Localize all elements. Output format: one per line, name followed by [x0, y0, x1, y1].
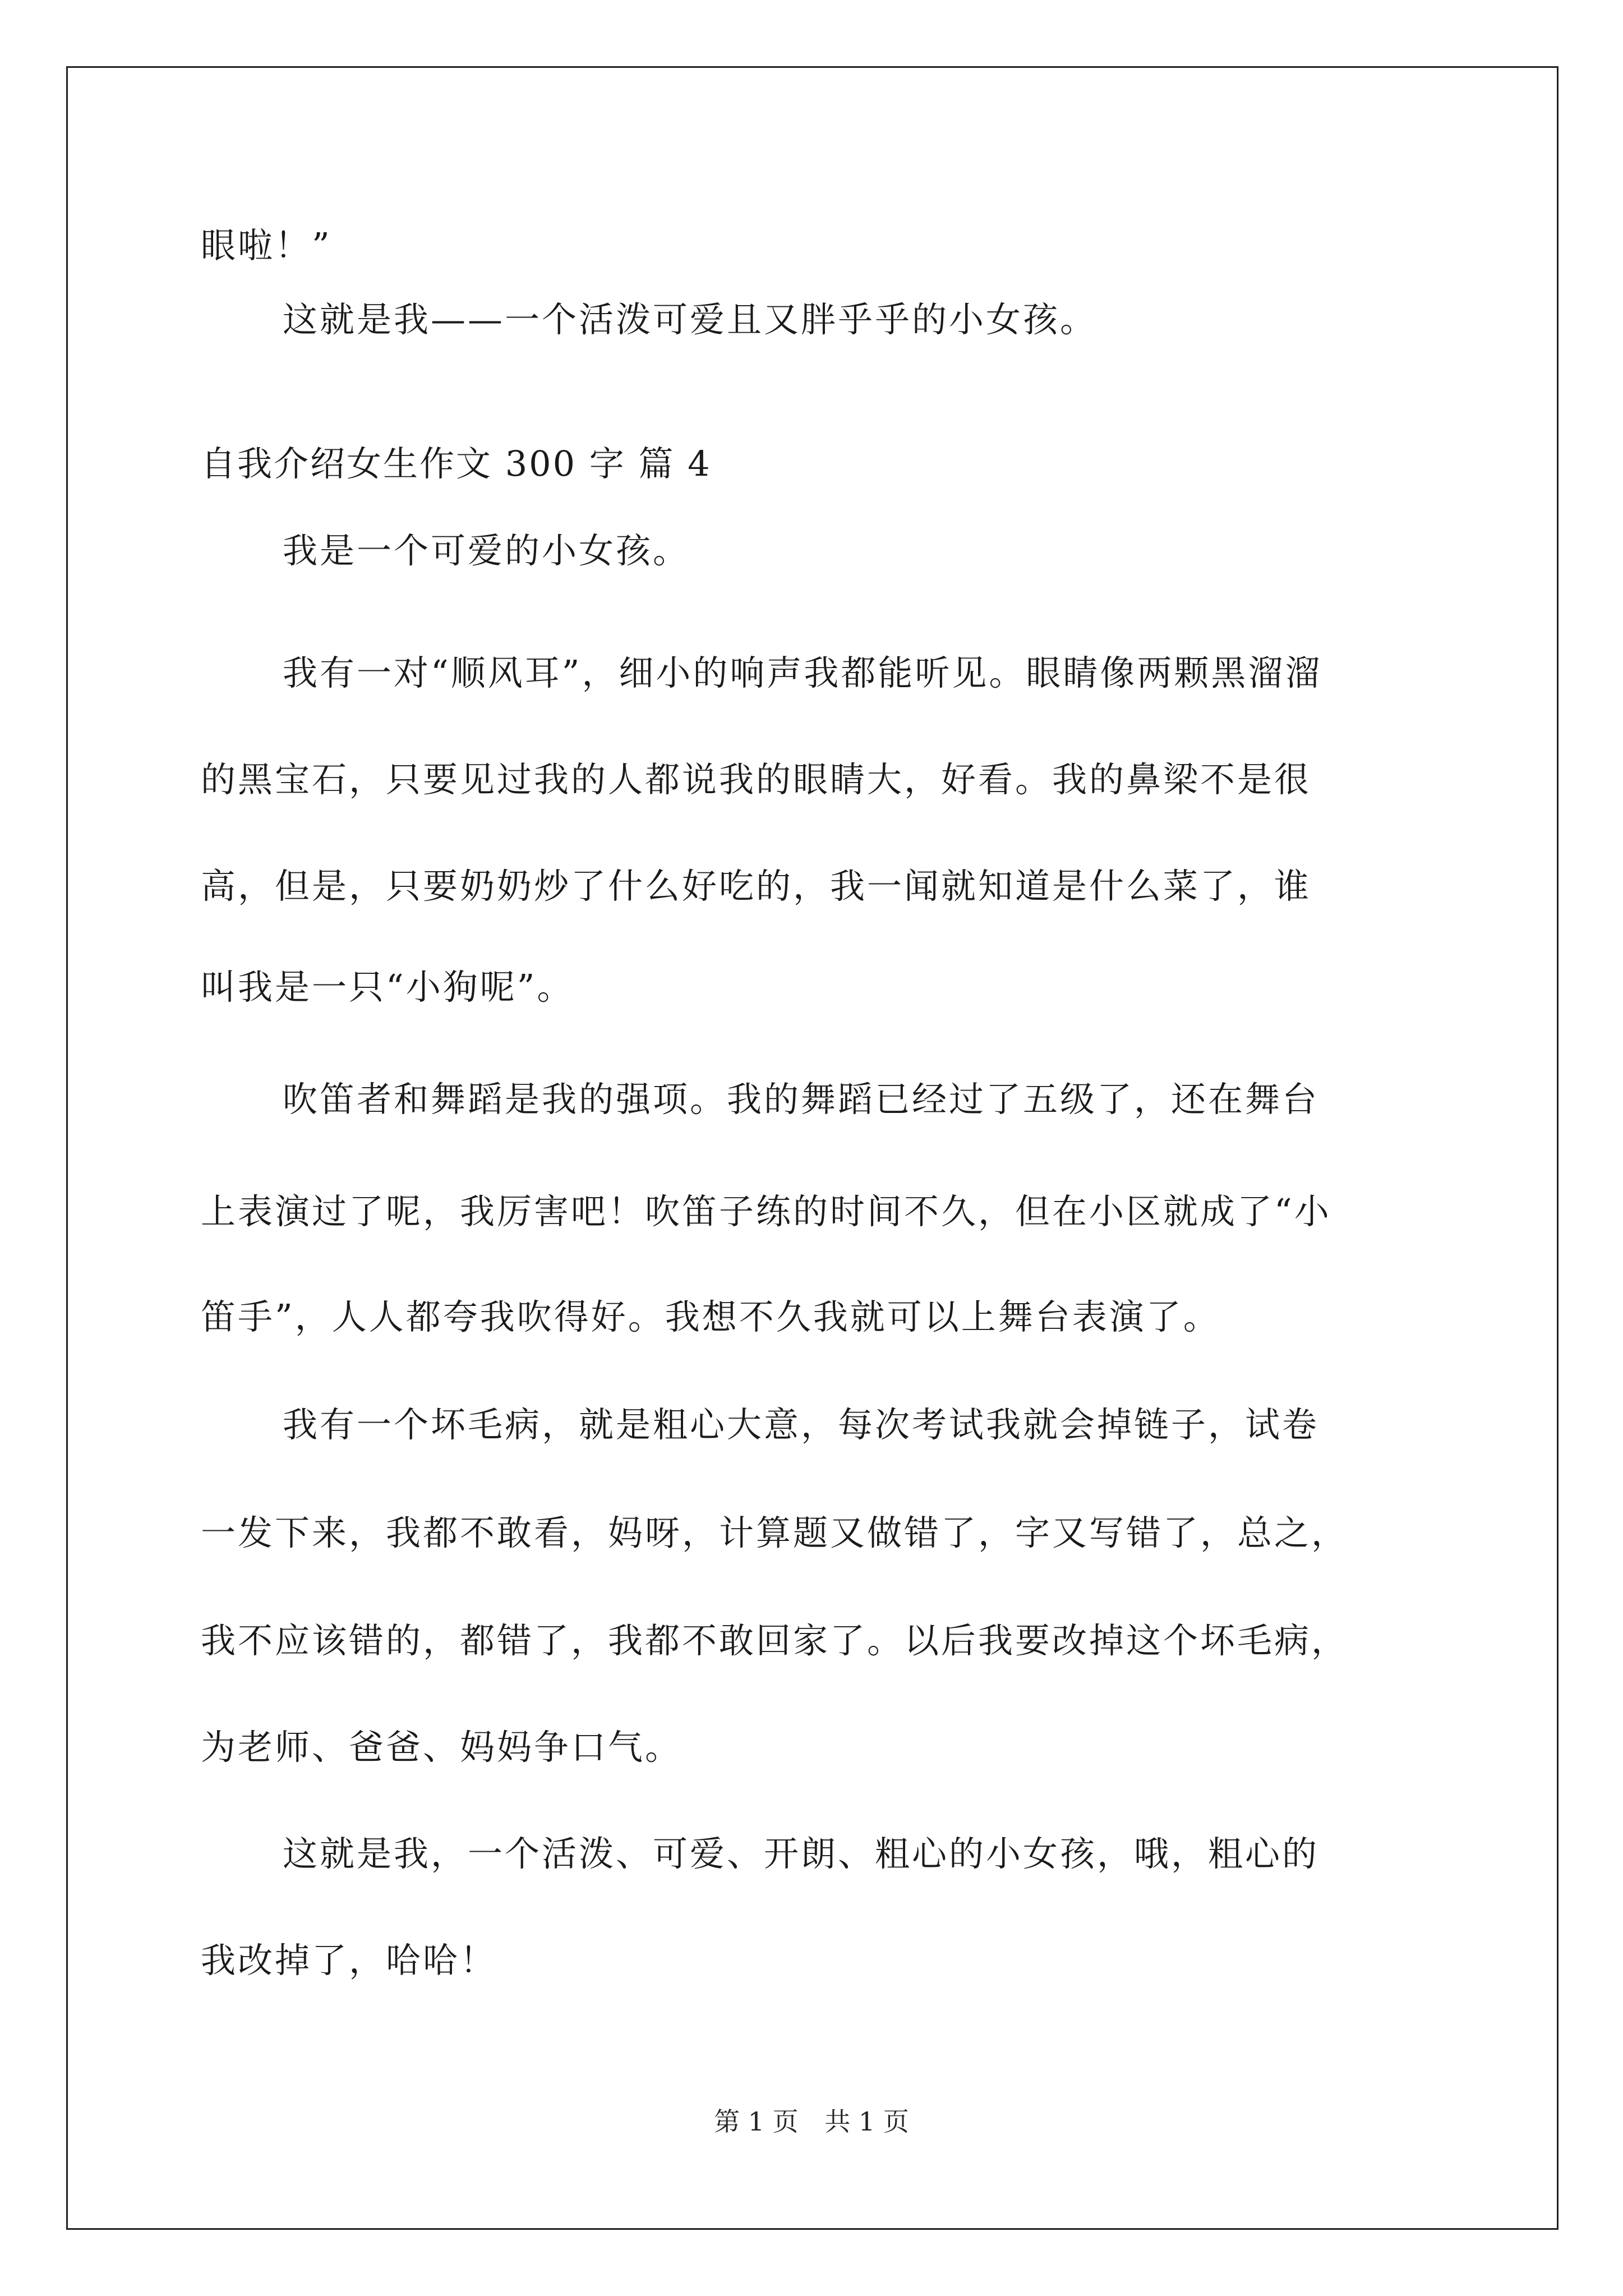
page-number-current: 第 1 页 [714, 2106, 799, 2137]
section-heading: 自我介绍女生作文 300 字 篇 4 [201, 443, 712, 484]
text-line: 我有一对“顺风耳”，细小的响声我都能听见。眼睛像两颗黑溜溜 [283, 652, 1322, 693]
text-line: 高，但是，只要奶奶炒了什么好吃的，我一闻就知道是什么菜了，谁 [201, 866, 1312, 907]
text-line: 我改掉了，哈哈！ [201, 1940, 497, 1981]
text-line: 叫我是一只“小狗呢”。 [201, 967, 574, 1007]
page-number-total: 共 1 页 [824, 2106, 909, 2137]
text-line: 一发下来，我都不敢看，妈呀，计算题又做错了，字又写错了，总之， [201, 1512, 1349, 1553]
page-footer [0, 2105, 1623, 2138]
text-line: 这就是我——一个活泼可爱且又胖乎乎的小女孩。 [283, 299, 1098, 340]
text-line: 上表演过了呢，我厉害吧！吹笛子练的时间不久，但在小区就成了“小 [201, 1191, 1331, 1232]
text-line: 我不应该错的，都错了，我都不敢回家了。以后我要改掉这个坏毛病， [201, 1620, 1349, 1661]
text-line: 为老师、爸爸、妈妈争口气。 [201, 1727, 683, 1768]
text-line: 眼啦！” [201, 225, 332, 266]
text-line: 吹笛者和舞蹈是我的强项。我的舞蹈已经过了五级了，还在舞台 [283, 1079, 1320, 1120]
text-line: 的黑宝石，只要见过我的人都说我的眼睛大，好看。我的鼻梁不是很 [201, 759, 1312, 800]
text-line: 我有一个坏毛病，就是粗心大意，每次考试我就会掉链子，试卷 [283, 1404, 1320, 1445]
text-line: 这就是我，一个活泼、可爱、开朗、粗心的小女孩，哦，粗心的 [283, 1833, 1320, 1874]
text-line: 我是一个可爱的小女孩。 [283, 530, 690, 571]
text-line: 笛手”，人人都夸我吹得好。我想不久我就可以上舞台表演了。 [201, 1296, 1220, 1337]
page-border [66, 66, 1559, 2230]
